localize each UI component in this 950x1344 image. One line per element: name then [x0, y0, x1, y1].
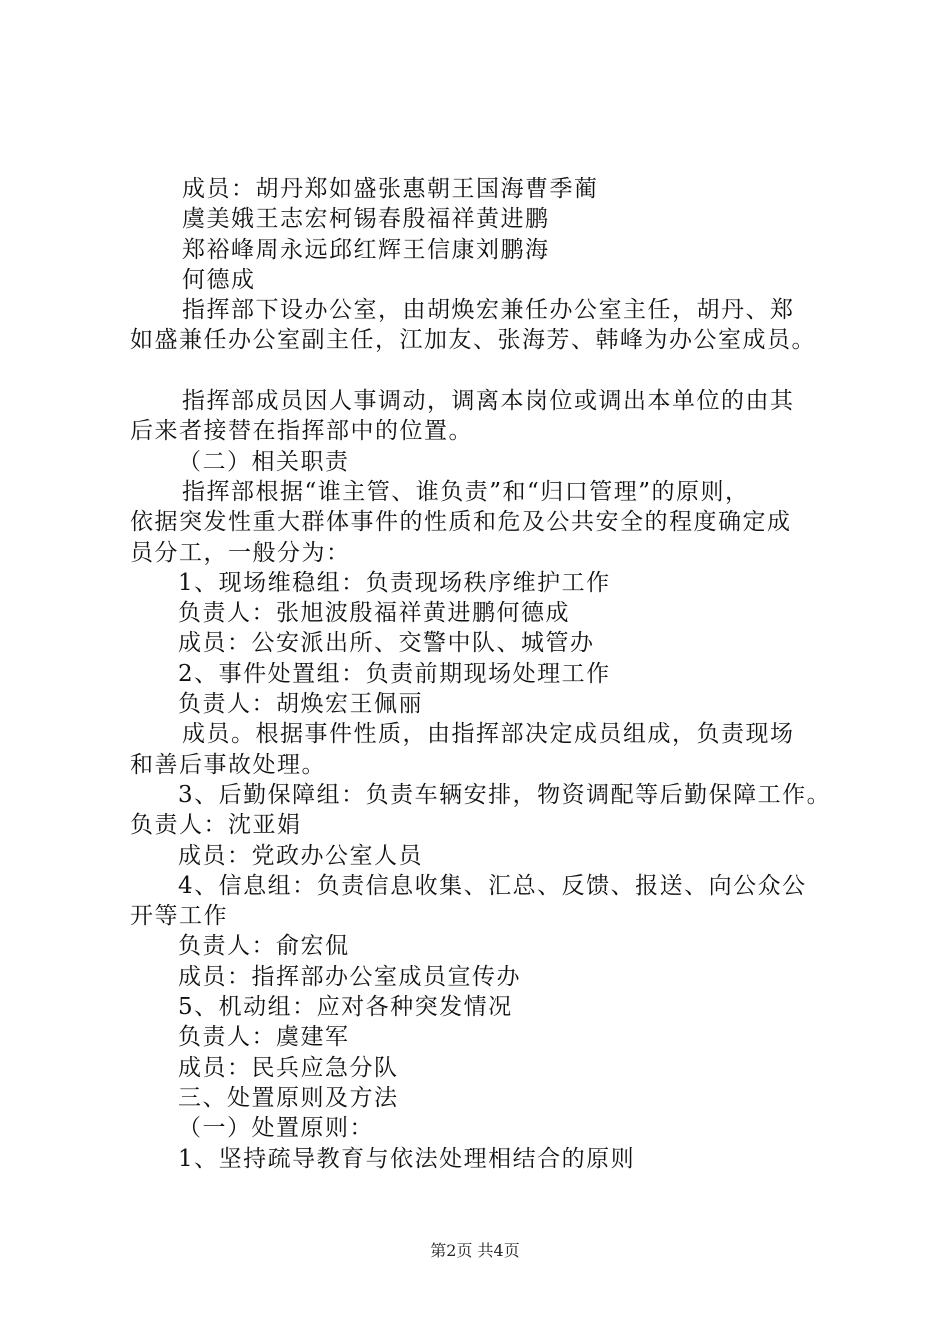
text-line: 成员：胡丹郑如盛张惠朝王国海曹季蔺 [182, 176, 599, 202]
text-line: 1、现场维稳组：负责现场秩序维护工作 [178, 569, 611, 596]
text-line: 3、后勤保障组：负责车辆安排，物资调配等后勤保障工作。 [178, 781, 832, 808]
section-heading: （一）处置原则： [178, 1115, 374, 1142]
text-line: 负责人：俞宏侃 [178, 933, 350, 960]
text-line: 4、信息组：负责信息收集、汇总、反馈、报送、向公众公 [178, 872, 807, 899]
text-line: 郑裕峰周永远邱红辉王信康刘鹏海 [182, 236, 550, 263]
text-line: 成员：党政办公室人员 [178, 842, 423, 869]
text-line: 后来者接替在指挥部中的位置。 [130, 418, 473, 445]
text-line: 2、事件处置组：负责前期现场处理工作 [178, 660, 611, 687]
text-line: 如盛兼任办公室副主任，江加友、张海芳、韩峰为办公室成员。 [130, 327, 816, 354]
text-line: 1、坚持疏导教育与依法处理相结合的原则 [178, 1145, 636, 1172]
text-line: 指挥部下设办公室，由胡焕宏兼任办公室主任，胡丹、郑 [182, 297, 795, 324]
text-line: 负责人：张旭波殷福祥黄进鹏何德成 [178, 600, 570, 627]
document-body [130, 174, 850, 1174]
text-line: 负责人：胡焕宏王佩丽 [178, 691, 423, 718]
paragraph-gap [130, 356, 850, 386]
page-number-footer: 第2页 共4页 [430, 1241, 520, 1260]
text-line: 成员：指挥部办公室成员宣传办 [178, 963, 521, 990]
text-line: 指挥部根据“谁主管、谁负责”和“归口管理”的原则， [182, 478, 750, 505]
section-heading: （二）相关职责 [178, 448, 350, 475]
text-line: 指挥部成员因人事调动，调离本岗位或调出本单位的由其 [182, 388, 795, 415]
text-line: 依据突发性重大群体事件的性质和危及公共安全的程度确定成 [130, 509, 792, 536]
text-line: 5、机动组：应对各种突发情况 [178, 994, 513, 1021]
text-line: 成员：公安派出所、交警中队、城管办 [178, 630, 595, 657]
text-line: 开等工作 [130, 903, 228, 930]
text-line: 负责人：虞建军 [178, 1024, 350, 1051]
text-line: 和善后事故处理。 [130, 751, 326, 778]
text-line: 成员。根据事件性质，由指挥部决定成员组成，负责现场 [182, 721, 795, 748]
text-line: 何德成 [182, 266, 256, 293]
text-line: 成员：民兵应急分队 [178, 1054, 399, 1081]
section-heading: 三、处置原则及方法 [178, 1084, 399, 1111]
text-line: 负责人：沈亚娟 [130, 812, 302, 839]
text-line: 员分工，一般分为： [130, 539, 351, 566]
text-line: 虞美娥王志宏柯锡春殷福祥黄进鹏 [182, 206, 550, 233]
